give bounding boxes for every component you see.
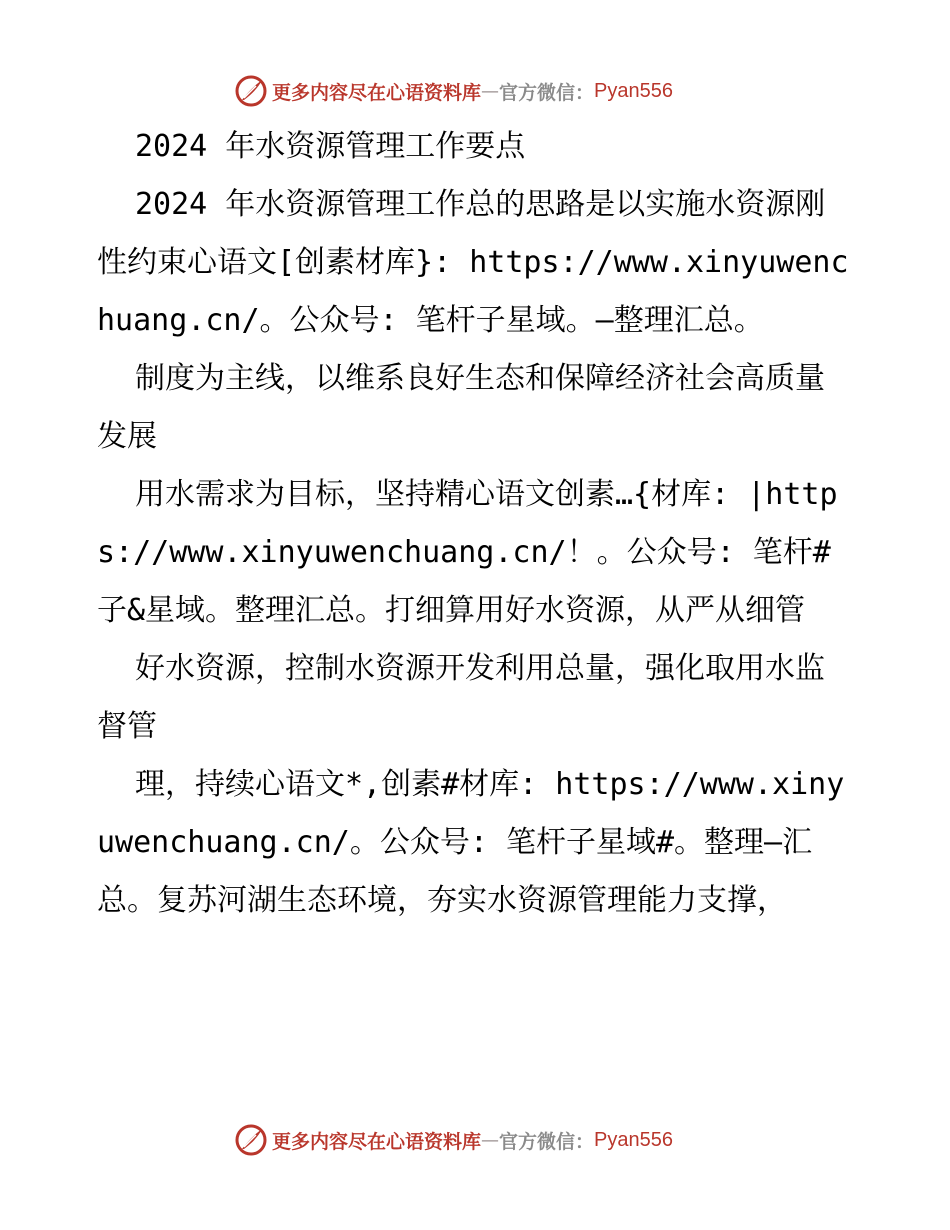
- footer-watermark-banner: [234, 1123, 673, 1157]
- header-watermark-banner: [234, 74, 673, 108]
- banner-separator: —: [481, 80, 500, 102]
- document-title: 2024 年水资源管理工作要点: [135, 129, 526, 164]
- banner-text: 更多内容尽在心语资料库: [272, 81, 482, 104]
- banner-text: 更多内容尽在心语资料库: [272, 1130, 482, 1153]
- document-body: [97, 118, 853, 930]
- paragraph-1: 2024 年水资源管理工作总的思路是以实施水资源刚性约束心语文[创素材库}: https://www.xinyuwenchuang.cn/。公众号: 笔杆子星域。—整理汇总。: [97, 187, 849, 338]
- banner-wechat-id: Pyan556: [594, 1128, 673, 1151]
- banner-wechat-label: 官方微信：: [499, 1130, 595, 1153]
- paragraph-2: 制度为主线，以维系良好生态和保障经济社会高质量发展: [97, 361, 825, 454]
- banner-wechat-id: Pyan556: [594, 79, 673, 102]
- banner-separator: —: [481, 1129, 500, 1151]
- paragraph-4: 好水资源，控制水资源开发利用总量，强化取用水监督管: [97, 651, 825, 744]
- quill-logo-icon: [234, 74, 268, 108]
- paragraph-5: 理，持续心语文*,创素#材库: https://www.xinyuwenchuang.cn/。公众号: 笔杆子星域#。整理—汇总。复苏河湖生态环境，夯实水资源管理能力支撑，: [97, 767, 845, 918]
- quill-logo-icon: [234, 1123, 268, 1157]
- paragraph-3: 用水需求为目标，坚持精心语文创素…{材库: |https://www.xinyuwenchuang.cn/！。公众号: 笔杆#子&星域。整理汇总。打细算用好水资源，从严从细管: [97, 477, 838, 628]
- banner-wechat-label: 官方微信：: [499, 81, 595, 104]
